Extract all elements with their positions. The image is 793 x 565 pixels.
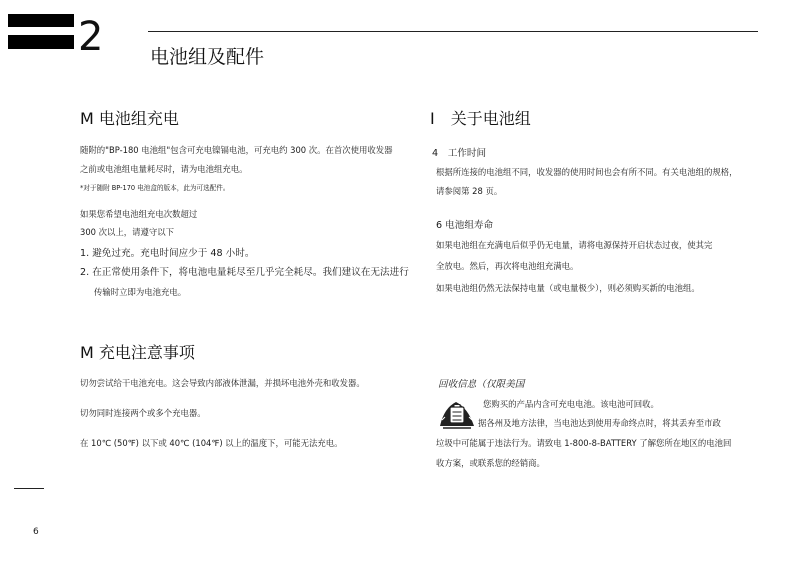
chapter-marker — [8, 14, 74, 56]
paragraph-line: 据各州及地方法律，当电池达到使用寿命终点时，将其丢弃至市政 — [478, 418, 721, 428]
section-heading-about-battery: I 关于电池组 — [430, 109, 531, 128]
paragraph-line: 垃圾中可能属于违法行为。请致电 1-800-8-BATTERY 了解您所在地区的电池回 — [436, 438, 732, 448]
paragraph-line: 如果电池组在充满电后似乎仍无电量，请将电源保持开启状态过夜，使其完 — [436, 240, 713, 250]
list-item-continuation: 传输时立即为电池充电。 — [94, 287, 187, 297]
paragraph-line: 根据所连接的电池组不同，收发器的使用时间也会有所不同。有关电池组的规格， — [436, 167, 738, 177]
paragraph-line: 随附的"BP-180 电池组"包含可充电镍镉电池，可充电约 300 次。在首次使用收发器 — [80, 145, 393, 155]
recycling-heading: 回收信息（仅限美国 — [438, 379, 525, 390]
paragraph-line: 在 10℃ (50℉) 以下或 40℃ (104℉) 以上的温度下，可能无法充电。 — [80, 438, 343, 448]
battery-recycling-icon — [438, 398, 476, 430]
list-item: 1. 避免过充。充电时间应少于 48 小时。 — [80, 248, 255, 259]
paragraph-line: 如果电池组仍然无法保持电量（或电量极少），则必须购买新的电池组。 — [436, 283, 700, 293]
subsection-heading-battery-life: 6 电池组寿命 — [436, 220, 494, 231]
subsection-heading-operating-time: 4 工作时间 — [432, 148, 487, 159]
footer-divider — [14, 488, 44, 489]
paragraph-line: 全放电。然后，再次将电池组充满电。 — [436, 261, 579, 271]
list-item: 2. 在正常使用条件下，将电池电量耗尽至几乎完全耗尽。我们建议在无法进行 — [80, 267, 409, 278]
paragraph-line: 切勿尝试给干电池充电。这会导致内部液体泄漏，并损坏电池外壳和收发器。 — [80, 378, 365, 388]
page-number: 6 — [33, 527, 39, 537]
section-heading-charging-precautions: M 充电注意事项 — [80, 343, 195, 362]
paragraph-line: 之前或电池组电量耗尽时，请为电池组充电。 — [80, 164, 248, 174]
chapter-title: 电池组及配件 — [150, 46, 265, 68]
paragraph-line: 请参阅第 28 页。 — [436, 186, 503, 196]
paragraph-line: 如果您希望电池组充电次数超过 — [80, 209, 198, 219]
paragraph-line: 切勿同时连接两个或多个充电器。 — [80, 408, 206, 418]
header-divider — [148, 31, 758, 32]
footnote: *对于随附 BP-170 电池盒的版本，此为可选配件。 — [80, 184, 230, 192]
paragraph-line: 收方案，或联系您的经销商。 — [436, 458, 545, 468]
chapter-number: 2 — [78, 14, 104, 60]
section-heading-battery-charging: M 电池组充电 — [80, 109, 179, 128]
paragraph-line: 300 次以上，请遵守以下 — [80, 227, 175, 237]
paragraph-line: 您购买的产品内含可充电电池。该电池可回收。 — [483, 399, 659, 409]
